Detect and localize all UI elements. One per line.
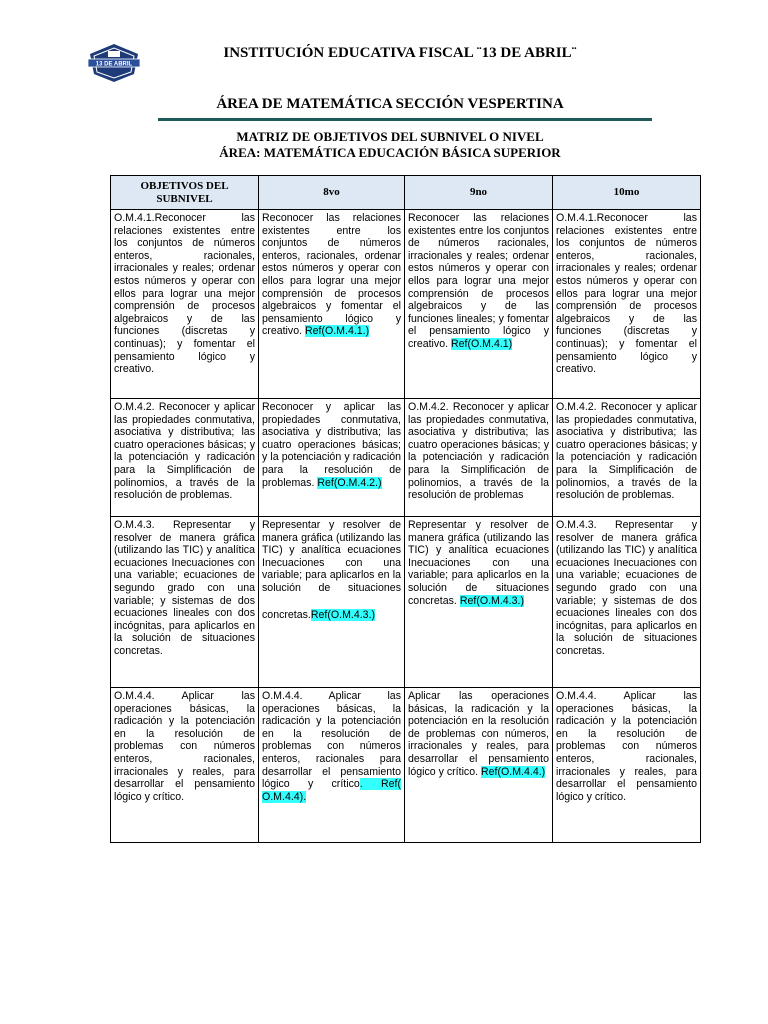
- cell-10mo: O.M.4.2. Reconocer y aplicar las propiedades conmutativa, asociativa y distributiva; las cuatro operaciones básicas; y la potenciación y radicación para la Simplificación de polinomios, a través de la resolución de problemas.: [553, 399, 701, 517]
- cell-9no: [405, 210, 553, 399]
- cell-10mo: O.M.4.3. Representar y resolver de manera gráfica (utilizando las TIC) y analítica ecuaciones Inecuaciones con una variable; ecuaciones de segundo grado con una variable; y sistemas de dos ecuaciones lineales con dos incógnitas, para aplicarlos en la solución de situaciones concretas.: [553, 517, 701, 688]
- ref-highlight: Ref(O.M.4.4.): [481, 765, 546, 778]
- ref-highlight: Ref(O.M.4.1): [450, 337, 513, 350]
- cell-8vo: [259, 517, 405, 688]
- area-title: ÁREA DE MATEMÁTICA SECCIÓN VESPERTINA: [216, 96, 564, 112]
- cell-8vo: [259, 688, 405, 843]
- cell-10mo: O.M.4.4. Aplicar las operaciones básicas, la radicación y la potenciación en la resolución de problemas con números enteros, racionales, irracionales y reales, para desarrollar el pensamiento lógico y crítico.: [553, 688, 701, 843]
- ref-highlight: Ref(O.M.4.2.): [317, 476, 382, 489]
- cell-objetivo: O.M.4.1.Reconocer las relaciones existentes entre los conjuntos de números enteros, racionales, irracionales y reales; ordenar estos números y operar con ellos para lograr una mejor comprensión de procesos algebraicos y de las funciones (discretas y continuas); y fomentar el pensamiento lógico y creativo.: [111, 210, 259, 399]
- table-row: [111, 517, 701, 688]
- column-header-8vo: 8vo: [259, 176, 405, 210]
- column-header-10mo: 10mo: [553, 176, 701, 210]
- cell-9no: [405, 517, 553, 688]
- cell-9no: [405, 688, 553, 843]
- table-row: [111, 399, 701, 517]
- ref-highlight: . Ref( O.M.4.4).: [262, 778, 401, 803]
- cell-10mo: O.M.4.1.Reconocer las relaciones existentes entre los conjuntos de números enteros, racionales, irracionales y reales; ordenar estos números y operar con ellos para lograr una mejor comprensión de procesos algebraicos y de las funciones (discretas y continuas); y fomentar el pensamiento lógico y creativo.: [553, 210, 701, 399]
- column-header-objetivos: OBJETIVOS DEL SUBNIVEL: [111, 176, 259, 210]
- matrix-subtitle: ÁREA: MATEMÁTICA EDUCACIÓN BÁSICA SUPERIOR: [219, 145, 561, 160]
- table-row: [111, 688, 701, 843]
- cell-text: Representar y resolver de manera gráfica (utilizando las TIC) y analítica ecuaciones Inecuaciones con una variable; para aplicarlos en la solución de situaciones concretas.: [262, 519, 401, 621]
- header-divider: [158, 118, 652, 121]
- table-row: [111, 210, 701, 399]
- column-header-9no: 9no: [405, 176, 553, 210]
- cell-8vo: [259, 210, 405, 399]
- cell-text: Reconocer y aplicar las propiedades conmutativa, asociativa y distributiva; las cuatro operaciones básicas; y la potenciación y radicación para la resolución de problemas.: [262, 401, 401, 489]
- school-logo: [84, 40, 144, 84]
- ref-highlight: Ref(O.M.4.3.): [459, 594, 524, 607]
- matrix-title-block: [110, 129, 670, 161]
- cell-text: Aplicar las operaciones básicas, la radicación y la potenciación en la resolución de problemas con números, irracionales y reales, para desarrollar el pensamiento lógico y crítico.: [408, 690, 549, 778]
- cell-text: O.M.4.4. Aplicar las operaciones básicas, la radicación y la potenciación en la resolución de problemas con números enteros, racionales para desarrollar el pensamiento lógico y crítico: [262, 690, 401, 791]
- ref-highlight: Ref(O.M.4.1.): [304, 325, 370, 338]
- institution-title: INSTITUCIÓN EDUCATIVA FISCAL ¨13 DE ABRIL¨: [223, 45, 577, 61]
- cell-objetivo: O.M.4.2. Reconocer y aplicar las propiedades conmutativa, asociativa y distributiva; las cuatro operaciones básicas; y la potenciación y radicación para la Simplificación de polinomios, a través de la resolución de problemas.: [111, 399, 259, 517]
- cell-text: Reconocer las relaciones existentes entre los conjuntos de números enteros, racionales, ordenar estos números y operar con ellos para lograr una mejor comprensión de procesos algebraicos y fomentar el pensamiento lógico y creativo.: [262, 212, 401, 338]
- objectives-table: [110, 175, 701, 843]
- cell-8vo: [259, 399, 405, 517]
- cell-objetivo: O.M.4.4. Aplicar las operaciones básicas, la radicación y la potenciación en la resolución de problemas con números enteros, racionales, irracionales y reales, para desarrollar el pensamiento lógico y crítico.: [111, 688, 259, 843]
- ref-highlight: Ref(O.M.4.3.): [310, 608, 376, 621]
- logo-text: 13 DE ABRIL: [95, 61, 133, 68]
- cell-9no: O.M.4.2. Reconocer y aplicar las propiedades conmutativa, asociativa y distributiva; las cuatro operaciones básicas; y la potenciación y radicación para la Simplificación de polinomios, a través de la resolución de problemas: [405, 399, 553, 517]
- table-header-row: [111, 176, 701, 210]
- cell-text: Representar y resolver de manera gráfica (utilizando las TIC) y analítica ecuaciones Inecuaciones con una variable; para aplicarlos en la solución de situaciones concretas.: [408, 519, 549, 607]
- cell-objetivo: O.M.4.3. Representar y resolver de manera gráfica (utilizando las TIC) y analítica ecuaciones Inecuaciones con una variable; ecuaciones de segundo grado con una variable; y sistemas de dos ecuaciones lineales con dos incógnitas, para aplicarlos en la solución de situaciones concretas.: [111, 517, 259, 688]
- cell-text: Reconocer las relaciones existentes entre los conjuntos de números racionales, irracionales y reales; ordenar estos números y operar con ellos para lograr una mejor comprensión de procesos algebraicos y de las funciones lineales; y fomentar el pensamiento lógico y creativo.: [408, 212, 549, 350]
- matrix-title: MATRIZ DE OBJETIVOS DEL SUBNIVEL O NIVEL: [236, 129, 544, 144]
